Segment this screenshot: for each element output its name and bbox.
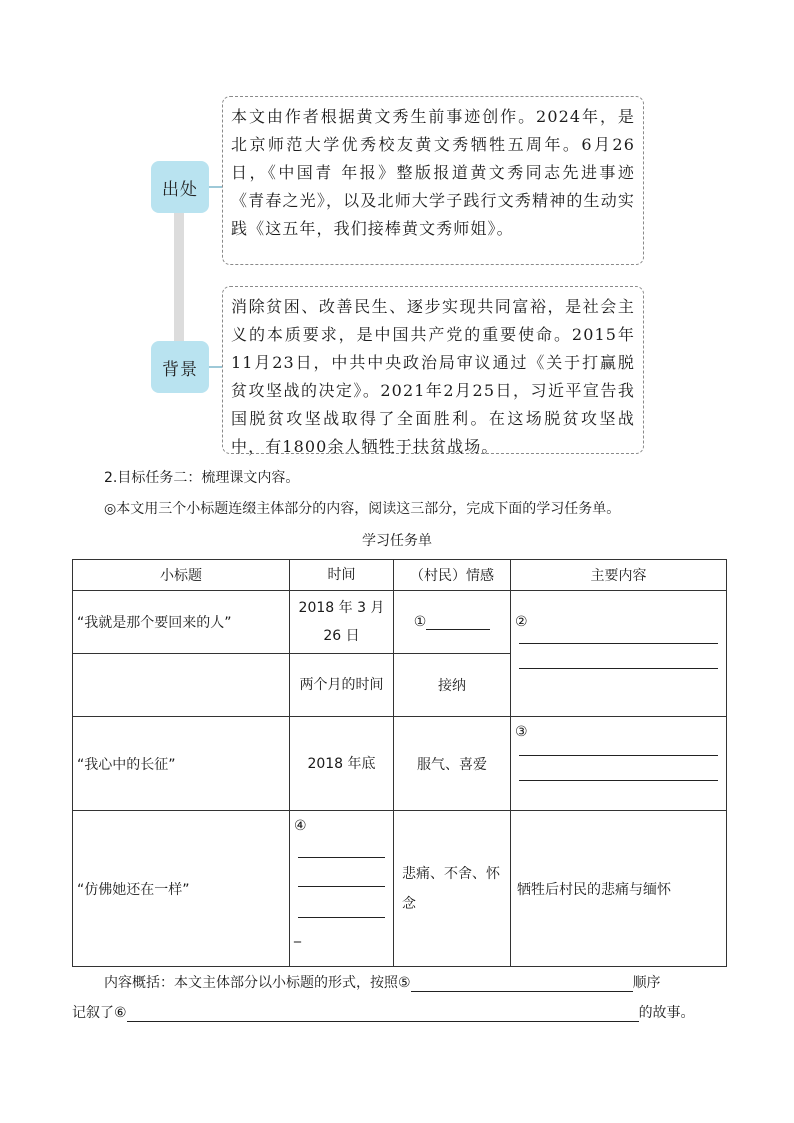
answer-line-2a[interactable] xyxy=(519,633,718,644)
source-box: 本文由作者根据黄文秀生前事迹创作。2024年，是北京师范大学优秀校友黄文秀牺牲五周年。6月26日，《中国青 年报》整版报道黄文秀同志先进事迹《青春之光》，以及北师大学子践行文秀精神的生动实践《这五年，我们接棒黄文秀师姐》。 xyxy=(222,96,644,265)
header-main: 主要内容 xyxy=(511,560,727,591)
row3-feel: 服气、喜爱 xyxy=(394,717,511,811)
header-time: 时间 xyxy=(290,560,394,591)
task2-heading: 2.目标任务二：梳理课文内容。 xyxy=(104,470,300,486)
row4-time-num: ④ xyxy=(294,818,307,834)
summary-text-3: 记叙了⑥ xyxy=(72,1005,127,1021)
row3-main-cell[interactable] xyxy=(511,717,727,811)
answer-line-2b[interactable] xyxy=(519,644,718,669)
table-header-row xyxy=(73,560,727,591)
summary-line-1 xyxy=(104,972,661,992)
row2-feel: 接纳 xyxy=(394,654,511,717)
row1-main-num: ② xyxy=(515,614,528,630)
source-tag: 出处 xyxy=(151,161,209,213)
answer-line-3b[interactable] xyxy=(519,756,718,781)
table-row xyxy=(73,811,727,967)
table-title: 学习任务单 xyxy=(362,533,432,549)
row4-feel: 悲痛、不舍、怀念 xyxy=(394,811,511,967)
answer-line-4b[interactable] xyxy=(298,858,385,887)
background-tag: 背景 xyxy=(151,341,209,393)
row2-title xyxy=(73,654,290,717)
task-table xyxy=(72,559,727,967)
answer-blank-1[interactable] xyxy=(426,615,490,630)
summary-text-1: 内容概括：本文主体部分以小标题的形式，按照⑤ xyxy=(104,975,411,991)
row3-time: 2018 年底 xyxy=(290,717,394,811)
row1-feel-cell[interactable] xyxy=(394,591,511,654)
row4-title: “仿佛她还在一样” xyxy=(73,811,290,967)
row4-time-tail: _ xyxy=(294,927,301,943)
answer-line-4a[interactable] xyxy=(298,837,385,858)
background-box: 消除贫困、改善民生、逐步实现共同富裕，是社会主义的本质要求，是中国共产党的重要使命。2015年11月23日，中共中央政治局审议通过《关于打赢脱贫攻坚战的决定》。2021年2月25日，习近平宣告我国脱贫攻坚战取得了全面胜利。在这场脱贫攻坚战中，有1800余人牺牲于扶贫战场。 xyxy=(222,286,644,454)
answer-line-3a[interactable] xyxy=(519,743,718,756)
connector-line xyxy=(208,186,222,188)
row2-time: 两个月的时间 xyxy=(290,654,394,717)
task2-intro: ◎本文用三个小标题连缀主体部分的内容，阅读这三部分，完成下面的学习任务单。 xyxy=(104,501,621,517)
header-feel: （村民）情感 xyxy=(394,560,511,591)
summary-line-2 xyxy=(72,1002,695,1022)
row1-feel-num: ① xyxy=(413,614,427,630)
header-title: 小标题 xyxy=(73,560,290,591)
row1-main-cell[interactable] xyxy=(511,591,727,717)
answer-blank-5[interactable] xyxy=(411,976,633,992)
row3-main-num: ③ xyxy=(515,724,528,740)
row4-main: 牺牲后村民的悲痛与缅怀 xyxy=(511,811,727,967)
summary-text-2: 顺序 xyxy=(632,975,661,991)
table-row xyxy=(73,717,727,811)
row1-time: 2018 年 3 月 26 日 xyxy=(290,591,394,654)
table-row xyxy=(73,591,727,654)
summary-text-4: 的故事。 xyxy=(638,1005,695,1021)
row3-title: “我心中的长征” xyxy=(73,717,290,811)
row4-time-cell[interactable] xyxy=(290,811,394,967)
answer-line-4c[interactable] xyxy=(298,887,385,918)
row1-title: “我就是那个要回来的人” xyxy=(73,591,290,654)
timeline-connector xyxy=(174,212,184,342)
answer-blank-6[interactable] xyxy=(127,1006,639,1022)
connector-line xyxy=(208,366,222,368)
